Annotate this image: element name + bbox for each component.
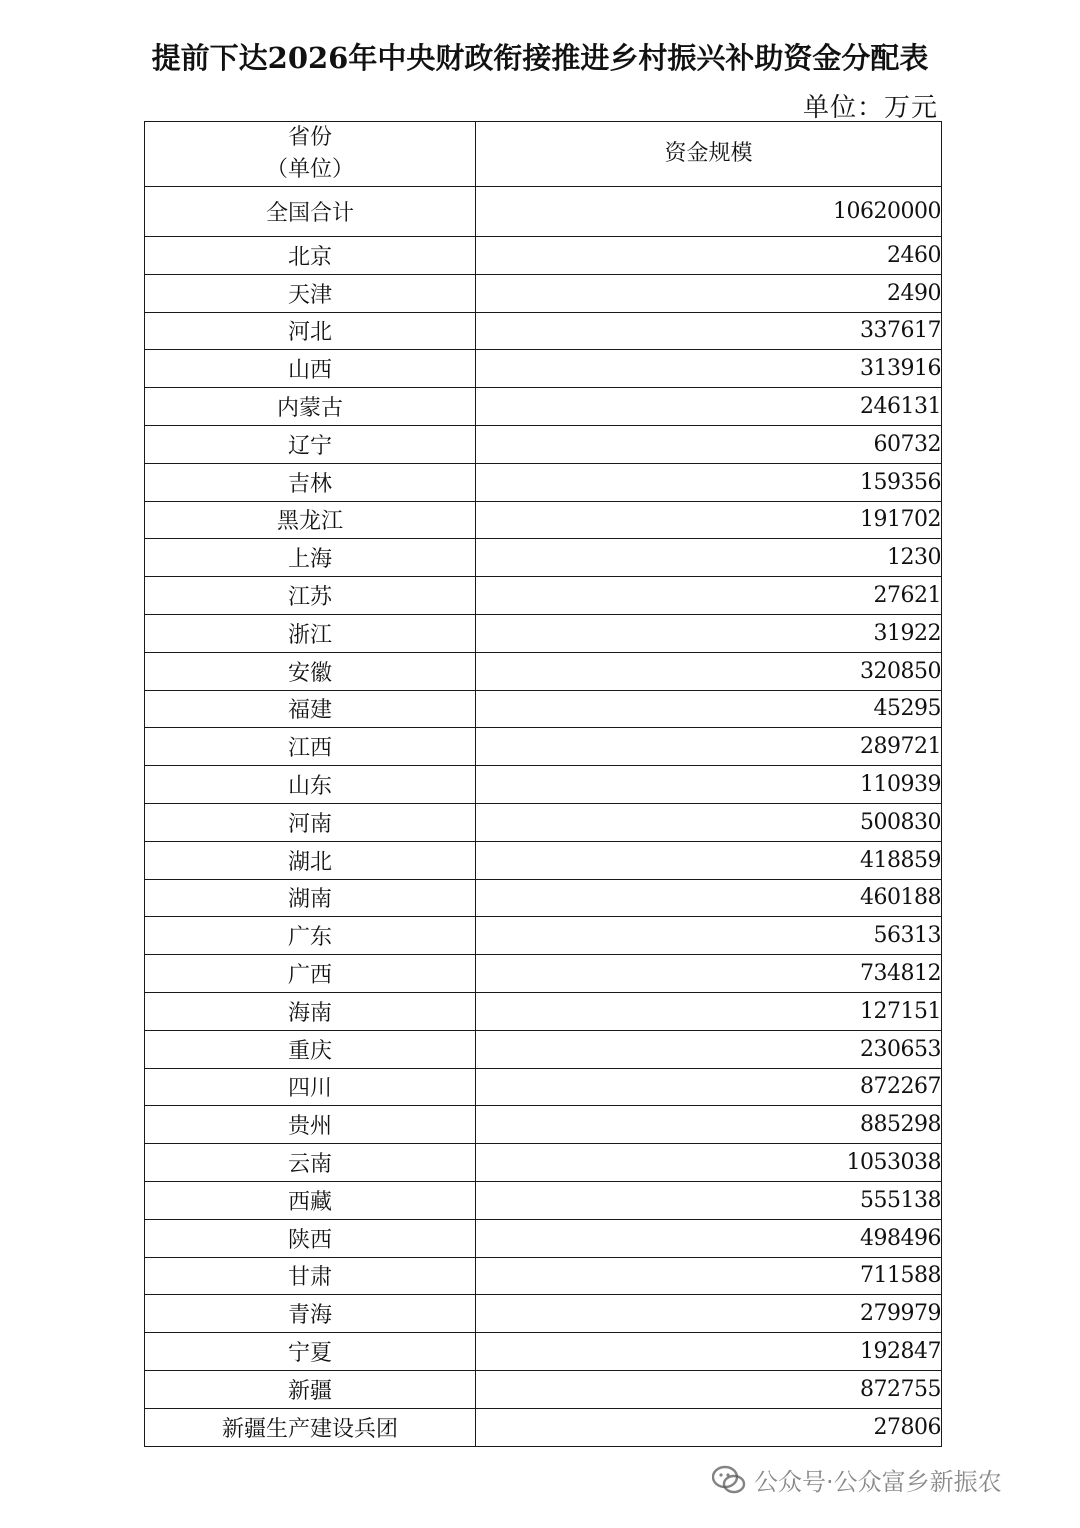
fund-value: 460188 xyxy=(476,879,942,917)
fund-value: 45295 xyxy=(476,690,942,728)
table-row xyxy=(145,350,942,388)
table-row xyxy=(145,992,942,1030)
table-header-row xyxy=(145,122,942,187)
allocation-table xyxy=(144,121,942,1447)
province-name: 湖北 xyxy=(145,841,476,879)
province-name: 上海 xyxy=(145,539,476,577)
table-row xyxy=(145,388,942,426)
header-province-line1: 省份 xyxy=(287,125,332,150)
fund-value: 246131 xyxy=(476,388,942,426)
fund-value: 60732 xyxy=(476,425,942,463)
fund-value: 27806 xyxy=(476,1408,942,1446)
fund-value: 191702 xyxy=(476,501,942,539)
province-name: 内蒙古 xyxy=(145,388,476,426)
fund-value: 872267 xyxy=(476,1068,942,1106)
province-name: 宁夏 xyxy=(145,1333,476,1371)
fund-value: 337617 xyxy=(476,312,942,350)
watermark-text: 公众号·公众富乡新振农 xyxy=(754,1468,1002,1496)
unit-label: 单位：万元 xyxy=(802,93,938,123)
table-row xyxy=(145,652,942,690)
table-row xyxy=(145,879,942,917)
table-row xyxy=(145,803,942,841)
province-name: 广东 xyxy=(145,917,476,955)
header-province-line2: （单位） xyxy=(265,157,354,182)
province-name: 贵州 xyxy=(145,1106,476,1144)
fund-value: 159356 xyxy=(476,463,942,501)
fund-value: 2460 xyxy=(476,237,942,275)
province-name: 河南 xyxy=(145,803,476,841)
fund-value: 31922 xyxy=(476,614,942,652)
watermark xyxy=(712,1462,1002,1497)
table-row xyxy=(145,690,942,728)
fund-value: 555138 xyxy=(476,1181,942,1219)
table-row xyxy=(145,539,942,577)
table-row xyxy=(145,1219,942,1257)
fund-value: 127151 xyxy=(476,992,942,1030)
fund-value: 289721 xyxy=(476,728,942,766)
province-name: 陕西 xyxy=(145,1219,476,1257)
fund-value: 320850 xyxy=(476,652,942,690)
province-name: 河北 xyxy=(145,312,476,350)
table-row xyxy=(145,577,942,615)
table-row xyxy=(145,463,942,501)
table-row xyxy=(145,274,942,312)
table-row xyxy=(145,237,942,275)
fund-value: 279979 xyxy=(476,1295,942,1333)
fund-value: 230653 xyxy=(476,1030,942,1068)
fund-value: 192847 xyxy=(476,1333,942,1371)
header-fund-scale: 资金规模 xyxy=(476,122,942,187)
province-name: 甘肃 xyxy=(145,1257,476,1295)
province-name: 四川 xyxy=(145,1068,476,1106)
fund-value: 711588 xyxy=(476,1257,942,1295)
fund-value: 2490 xyxy=(476,274,942,312)
province-name: 辽宁 xyxy=(145,425,476,463)
table-row xyxy=(145,1370,942,1408)
province-name: 新疆 xyxy=(145,1370,476,1408)
table-row xyxy=(145,501,942,539)
province-name: 福建 xyxy=(145,690,476,728)
province-name: 黑龙江 xyxy=(145,501,476,539)
province-name: 山西 xyxy=(145,350,476,388)
province-name: 山东 xyxy=(145,766,476,804)
fund-value: 498496 xyxy=(476,1219,942,1257)
table-row xyxy=(145,614,942,652)
fund-value: 1230 xyxy=(476,539,942,577)
province-name: 江苏 xyxy=(145,577,476,615)
table-row xyxy=(145,917,942,955)
total-value: 10620000 xyxy=(476,187,942,237)
header-province xyxy=(145,122,476,187)
province-name: 青海 xyxy=(145,1295,476,1333)
province-name: 海南 xyxy=(145,992,476,1030)
table-row xyxy=(145,766,942,804)
table-row xyxy=(145,1144,942,1182)
fund-value: 27621 xyxy=(476,577,942,615)
table-row xyxy=(145,425,942,463)
province-name: 安徽 xyxy=(145,652,476,690)
province-name: 北京 xyxy=(145,237,476,275)
table-row xyxy=(145,728,942,766)
province-name: 湖南 xyxy=(145,879,476,917)
province-name: 吉林 xyxy=(145,463,476,501)
province-name: 江西 xyxy=(145,728,476,766)
table-row xyxy=(145,312,942,350)
table-row xyxy=(145,1333,942,1371)
fund-value: 313916 xyxy=(476,350,942,388)
province-name: 重庆 xyxy=(145,1030,476,1068)
total-row xyxy=(145,187,942,237)
fund-value: 885298 xyxy=(476,1106,942,1144)
table-row xyxy=(145,841,942,879)
wechat-icon xyxy=(712,1465,746,1495)
table-row xyxy=(145,1408,942,1446)
table-row xyxy=(145,1030,942,1068)
fund-value: 734812 xyxy=(476,955,942,993)
table-row xyxy=(145,1295,942,1333)
province-name: 广西 xyxy=(145,955,476,993)
province-name: 西藏 xyxy=(145,1181,476,1219)
table-row xyxy=(145,1068,942,1106)
province-name: 浙江 xyxy=(145,614,476,652)
document-title: 提前下达2026年中央财政衔接推进乡村振兴补助资金分配表 xyxy=(151,41,929,75)
fund-value: 418859 xyxy=(476,841,942,879)
table-row xyxy=(145,1106,942,1144)
fund-value: 56313 xyxy=(476,917,942,955)
province-name: 新疆生产建设兵团 xyxy=(145,1408,476,1446)
total-label: 全国合计 xyxy=(145,187,476,237)
province-name: 天津 xyxy=(145,274,476,312)
fund-value: 872755 xyxy=(476,1370,942,1408)
table-row xyxy=(145,1181,942,1219)
fund-value: 110939 xyxy=(476,766,942,804)
table-row xyxy=(145,1257,942,1295)
table-row xyxy=(145,955,942,993)
fund-value: 500830 xyxy=(476,803,942,841)
fund-value: 1053038 xyxy=(476,1144,942,1182)
province-name: 云南 xyxy=(145,1144,476,1182)
